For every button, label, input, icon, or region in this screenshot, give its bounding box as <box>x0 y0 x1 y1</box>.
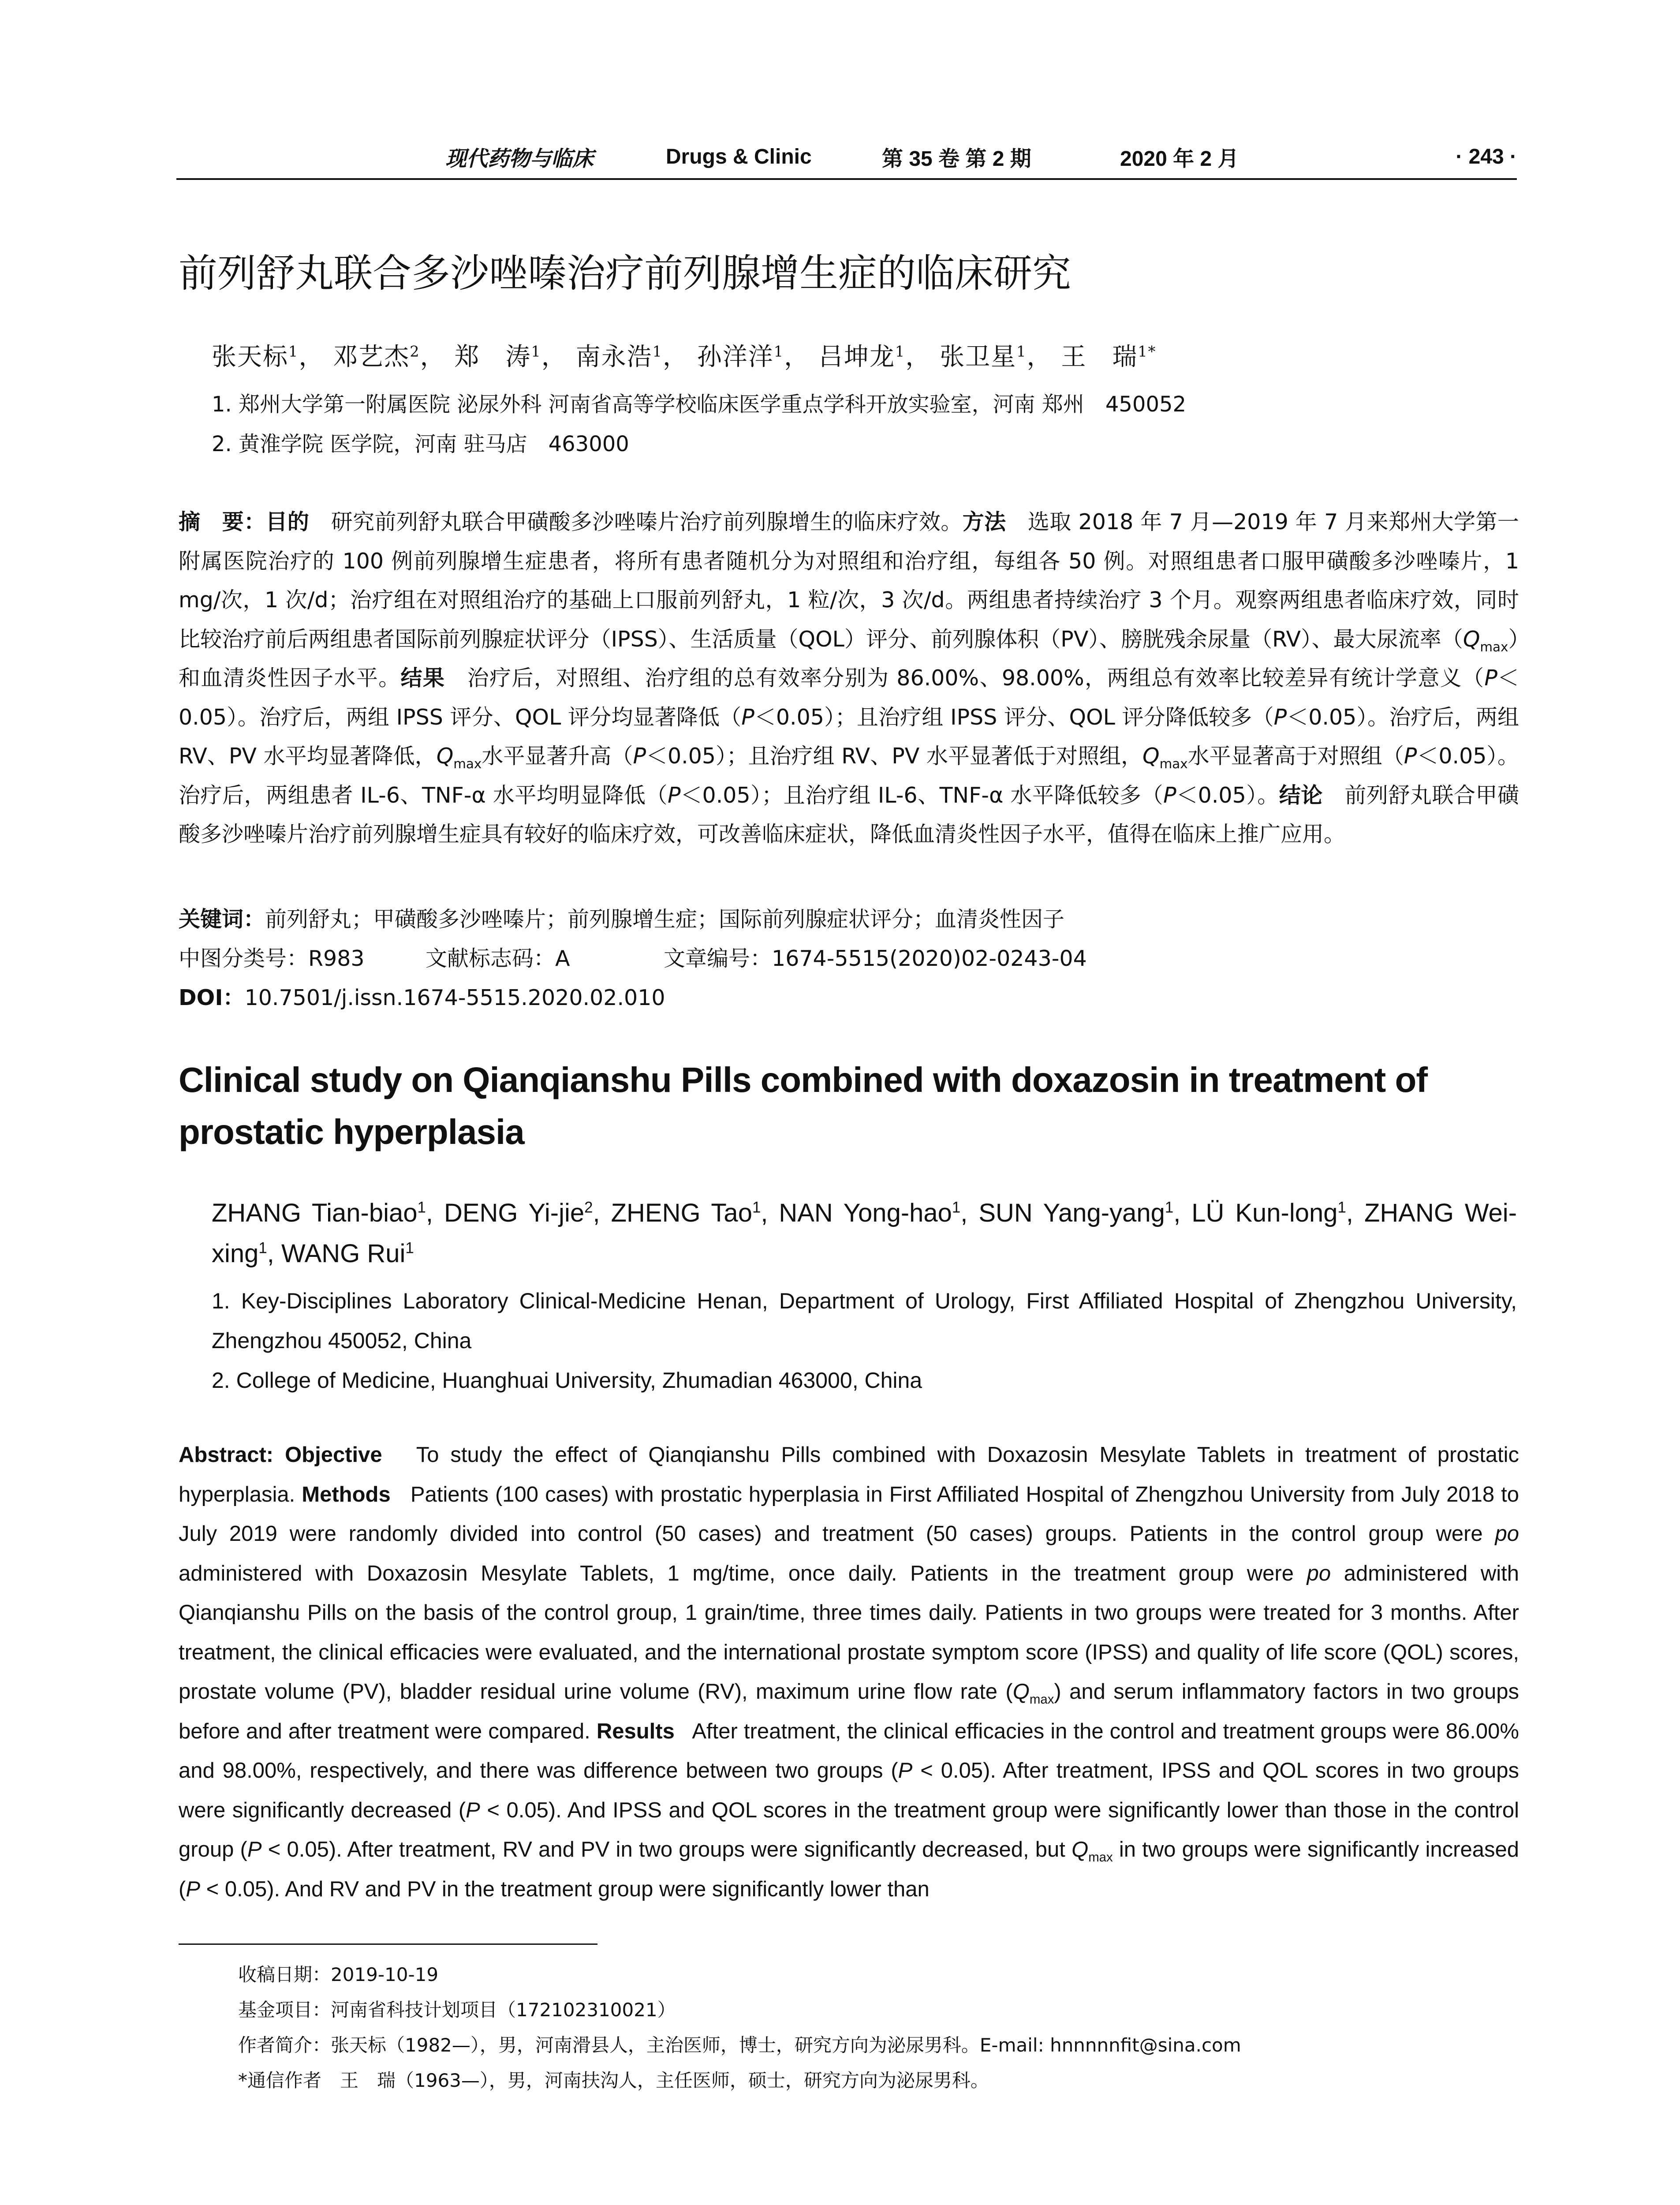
running-header <box>176 141 1517 172</box>
volume-issue: 第 35 卷 第 2 期 <box>882 147 1031 171</box>
objective-label-en: Objective <box>285 1443 382 1467</box>
doi-link[interactable]: 10.7501/j.issn.1674-5515.2020.02.010 <box>244 985 665 1010</box>
abstract-label: 摘 要： <box>179 509 266 534</box>
journal-name-cn: 现代药物与临床 <box>445 146 594 171</box>
affiliation-en: 1. Key-Disciplines Laboratory Clinical-Medicine Henan, Department of Urology, First Affiliated Hospital of Zhengzhou University, Zhengzhou 450052, China <box>212 1289 1517 1353</box>
footnote-corresponding: *通信作者 王 瑞（1963—），男，河南扶沟人，主任医师，硕士，研究方向为泌尿男科。 <box>238 2070 989 2091</box>
author-cn: 南永浩 <box>575 343 653 371</box>
affiliation-cn: 2. 黄淮学院 医学院，河南 驻马店 463000 <box>212 432 629 456</box>
affiliation-cn: 1. 郑州大学第一附属医院 泌尿外科 河南省高等学校临床医学重点学科开放实验室，河南 郑州 450052 <box>212 392 1187 417</box>
classification-line: 中图分类号：R983 文献标志码：A 文章编号：1674-5515(2020)02-0243-04 <box>179 946 1087 971</box>
affiliation-en: 2. College of Medicine, Huanghuai University, Zhumadian 463000, China <box>212 1368 922 1393</box>
objective-label: 目的 <box>265 509 310 534</box>
page-number: · 243 · <box>1456 145 1517 168</box>
footnote-rule <box>179 1943 597 1945</box>
methods-label: 方法 <box>962 509 1006 534</box>
author-cn: 邓艺杰 <box>333 343 410 371</box>
results-label-en: Results <box>596 1719 675 1743</box>
author-cn: 王 瑞 <box>1061 343 1138 371</box>
doi-line: DOI：10.7501/j.issn.1674-5515.2020.02.010 <box>179 985 665 1010</box>
keywords-cn: 关键词：前列舒丸；甲磺酸多沙唑嗪片；前列腺增生症；国际前列腺症状评分；血清炎性因子 <box>179 907 1065 932</box>
header-rule <box>176 178 1517 180</box>
author-cn: 孙洋洋 <box>697 343 774 371</box>
conclusion-label: 结论 <box>1279 782 1323 808</box>
author-cn: 张卫星 <box>940 343 1017 371</box>
journal-name-en: Drugs & Clinic <box>666 145 812 168</box>
abstract-cn: 摘 要：目的 研究前列舒丸联合甲磺酸多沙唑嗪片治疗前列腺增生的临床疗效。方法 选取 2018 年 7 月—2019 年 7 月来郑州大学第一附属医院治疗的 100 例前列腺增生症患者，将所有患者随机分为对照组和治疗组，每组各 50 例。对照组患者口服甲磺酸多沙唑嗪片，1 mg/次，1 次/d；治疗组在对照组治疗的基础上口服前列舒丸，1 粒/次，3 次/d。两组患者持续治疗 3 个月。观察两组患者临床疗效，同时比较治疗前后两组患者国际前列腺症状评分（IPSS）、生活质量（QOL）评分、前列腺体积（PV）、膀胱残余尿量（RV）、最大尿流率$(Q_{max})$和血清炎性因子水平。结果 治疗后，对照组、治疗组的总有效率分别为 86.00%、98.00%，两组总有效率比较差异有统计学意义（P＜0.05）。治疗后，两组 IPSS 评分、QOL 评分均显著降低（P＜0.05）；且治疗组 IPSS 评分、QOL 评分降低较多（P＜0.05）。治疗后，两组 RV、PV 水平均显著降低，$Q_{max}$水平显著升高（P＜0.05）；且治疗组 RV、PV 水平显著低于对照组，$Q_{max}$水平显著高于对照组（P＜0.05）。治疗后，两组患者 IL-6、TNF-α 水平均明显降低（P＜0.05）；且治疗组 IL-6、TNF-α 水平降低较多（P＜0.05）。结论 前列舒丸联合甲磺酸多沙唑嗪片治疗前列腺增生症具有较好的临床疗效，可改善临床症状，降低血清炎性因子水平，值得在临床上推广应用。 <box>179 509 1519 847</box>
authors-cn: 张天标$^1$， 邓艺杰$^2$， 郑 涛$^1$， 南永浩$^1$， 孙洋洋$^1$， 吕坤龙$^1$， 张卫星$^1$， 王 瑞$^{1*}$ <box>212 343 1157 371</box>
issue-date: 2020 年 2 月 <box>1120 147 1239 171</box>
author-cn: 张天标 <box>212 343 288 371</box>
author-cn: 郑 涛 <box>454 343 531 371</box>
results-label: 结果 <box>400 665 445 691</box>
footnote-author-bio: 作者简介：张天标（1982—），男，河南滑县人，主治医师，博士，研究方向为泌尿男科。E-mail: hnnnnnfit@sina.com <box>238 2034 1241 2056</box>
methods-label-en: Methods <box>302 1482 391 1506</box>
footnote-received: 收稿日期：2019-10-19 <box>238 1964 439 1985</box>
authors-en: ZHANG Tian-biao$^1$, DENG Yi-jie$^2$, ZHENG Tao$^1$, NAN Yong-hao$^1$, SUN Yang-yang$^1$, LÜ Kun-long$^1$, ZHANG Wei-xing$^1$, WANG Rui$^1$ <box>212 1199 1517 1268</box>
footnote-funding: 基金项目：河南省科技计划项目（172102310021） <box>238 1999 676 2021</box>
author-cn: 吕坤龙 <box>818 343 895 371</box>
title-en: Clinical study on Qianqianshu Pills combined with doxazosin in treatment of prostatic hyperplasia <box>179 1060 1427 1151</box>
abstract-en: Abstract: Objective To study the effect of Qianqianshu Pills combined with Doxazosin Mesylate Tablets in treatment of prostatic hyperplasia. Methods Patients (100 cases) with prostatic hyperplasia in First Affiliated Hospital of Zhengzhou University from July 2018 to July 2019 were randomly divided into control (50 cases) and treatment (50 cases) groups. Patients in the control group were po administered with Doxazosin Mesylate Tablets, 1 mg/time, once daily. Patients in the treatment group were po administered with Qianqianshu Pills on the basis of the control group, 1 grain/time, three times daily. Patients in two groups were treated for 3 months. After treatment, the clinical efficacies were evaluated, and the international prostate symptom score (IPSS) and quality of life score (QOL) scores, prostate volume (PV), bladder residual urine volume (RV), maximum urine flow rate $(Q_{max})$ and serum inflammatory factors in two groups before and after treatment were compared. Results After treatment, the clinical efficacies in the control and treatment groups were 86.00% and 98.00%, respectively, and there was difference between two groups (P < 0.05). After treatment, IPSS and QOL scores in two groups were significantly decreased (P < 0.05). And IPSS and QOL scores in the treatment group were significantly lower than those in the control group (P < 0.05). After treatment, RV and PV in two groups were significantly decreased, but $Q_{max}$ in two groups were significantly increased (P < 0.05). And RV and PV in the treatment group were significantly lower than <box>179 1443 1519 1901</box>
title-cn: 前列舒丸联合多沙唑嗪治疗前列腺增生症的临床研究 <box>179 250 1071 296</box>
